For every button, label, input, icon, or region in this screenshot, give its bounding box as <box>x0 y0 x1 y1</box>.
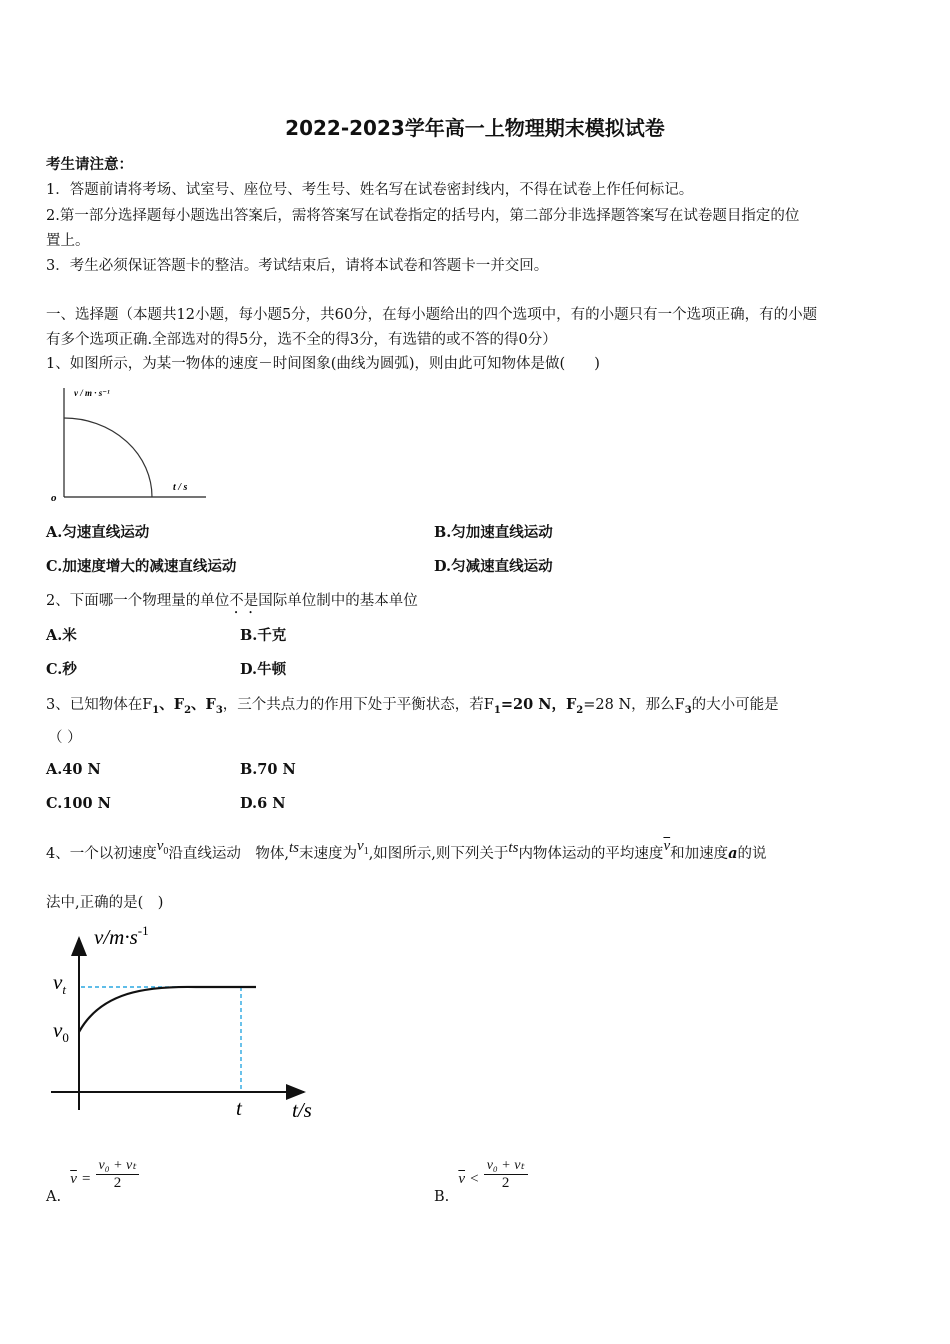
q4-stem <box>46 838 767 865</box>
q4-ts2: ts <box>508 840 519 856</box>
q4-stem-text: 沿直线运动 物体, <box>168 846 290 862</box>
q3-stem-text: 、F <box>191 696 216 713</box>
q3-stem-text: =28 N，那么F <box>583 697 685 713</box>
q1-y-label: v / m · s⁻¹ <box>74 388 110 398</box>
q4-option-a-op: = <box>81 1171 91 1187</box>
q2-stem <box>46 589 418 617</box>
q3-stem <box>46 693 779 716</box>
q4-option-a-fraction <box>96 1157 140 1192</box>
q3-sub: 3 <box>684 704 692 716</box>
q3-sub: 1 <box>152 704 160 716</box>
q4-option-a-vbar: $\overline{v}$ <box>70 1171 77 1187</box>
q4-stem-text: 和加速度 <box>670 846 729 862</box>
q1-velocity-time-graph <box>46 380 216 505</box>
page-title: 2022-2023学年高一上物理期末模拟试卷 <box>285 116 665 140</box>
q3-option-d[interactable]: D.6 N <box>240 795 286 812</box>
q2-option-b[interactable]: B.千克 <box>240 627 287 644</box>
q1-origin-label: o <box>51 492 57 504</box>
q3-sub: 3 <box>215 704 223 716</box>
q2-option-d[interactable]: D.牛顿 <box>240 661 287 678</box>
q3-stem-text: 3、已知物体在F <box>46 697 153 713</box>
q4-x-label: t/s <box>292 1098 312 1122</box>
q2-stem-pre: 2、下面哪一个物理量的单位 <box>46 593 230 609</box>
q4-v1-symbol: v <box>357 838 364 854</box>
q4-ts1: ts <box>289 840 300 856</box>
q4-stem-text: ,如图所示,则下列关于 <box>368 846 509 862</box>
notice-header: 考生请注意： <box>46 156 133 173</box>
q2-option-c[interactable]: C.秒 <box>46 661 77 678</box>
notice-item-3: 3．考生必须保证答题卡的整洁。考试结束后，请将本试卷和答题卡一并交回。 <box>46 258 549 274</box>
q1-option-d[interactable]: D.匀减速直线运动 <box>434 558 553 575</box>
q4-velocity-time-graph <box>46 920 336 1125</box>
q3-sub: 1 <box>493 704 501 716</box>
q4-v0-label: $v_0$ <box>53 1018 69 1045</box>
q1-option-b[interactable]: B.匀加速直线运动 <box>434 524 553 541</box>
q4-stem-text: 的说 <box>737 846 767 862</box>
q1-option-c[interactable]: C.加速度增大的减速直线运动 <box>46 558 237 575</box>
q3-sub: 2 <box>576 704 584 716</box>
q3-paren: （ ） <box>48 730 82 746</box>
q4-option-a[interactable] <box>46 1157 139 1205</box>
q4-stem-line2: 法中,正确的是( ) <box>46 895 164 911</box>
q2-stem-emphasis: 不是 <box>229 593 259 609</box>
section-instructions-line2: 有多个选项正确.全部选对的得5分，选不全的得3分，有选错的或不答的得0分） <box>46 332 557 348</box>
q2-option-a[interactable]: A.米 <box>46 627 77 644</box>
q3-stem-text: 的大小可能是 <box>691 697 779 713</box>
q4-option-a-label: A. <box>46 1189 62 1205</box>
q4-option-b[interactable] <box>434 1157 528 1205</box>
q4-vbar: $\overline{v}$ <box>663 838 671 854</box>
q3-option-b[interactable]: B.70 N <box>240 761 296 778</box>
q1-option-a[interactable]: A.匀速直线运动 <box>46 524 150 541</box>
q3-option-a[interactable]: A.40 N <box>46 761 101 778</box>
notice-item-2-cont: 置上。 <box>46 233 90 249</box>
notice-item-1: 1．答题前请将考场、试室号、座位号、考生号、姓名写在试卷密封线内，不得在试卷上作任何标记。 <box>46 182 694 198</box>
notice-item-2: 2.第一部分选择题每小题选出答案后，需将答案写在试卷指定的括号内，第二部分非选择题答案写在试卷题目指定的位 <box>46 208 800 224</box>
q4-t-label: t <box>236 1096 242 1120</box>
q1-arc-curve <box>64 418 152 497</box>
q4-stem-text: 内物体运动的平均速度 <box>518 846 664 862</box>
q4-option-b-denominator: 2 <box>501 1175 510 1191</box>
q4-y-label: $v/m\cdot s^{-1}$ <box>94 923 149 949</box>
q4-v0-sub: 0 <box>163 846 169 857</box>
q4-option-b-fraction <box>484 1157 528 1192</box>
q4-stem-text: 4、一个以初速度 <box>46 846 157 862</box>
q4-vt-label: $v_t$ <box>53 970 66 997</box>
q1-stem: 1、如图所示，为某一物体的速度－时间图象(曲线为圆弧)，则由此可知物体是做( ) <box>46 356 600 372</box>
q4-option-a-numerator: v₀ + vₜ <box>96 1157 140 1175</box>
q4-v0 <box>156 838 169 857</box>
q4-a: a <box>728 845 738 862</box>
q3-stem-text: =20 N，F <box>500 696 577 713</box>
q4-option-b-vbar: $\overline{v}$ <box>458 1171 466 1187</box>
q1-x-label: t / s <box>173 482 188 493</box>
q2-stem-post: 国际单位制中的基本单位 <box>258 593 418 609</box>
q4-option-b-numerator: v₀ + vₜ <box>484 1157 528 1175</box>
q4-v1 <box>357 838 369 857</box>
section-instructions-line1: 一、选择题（本题共12小题，每小题5分，共60分，在每小题给出的四个选项中，有的小题只有一个选项正确，有的小题 <box>46 307 818 323</box>
q4-velocity-curve <box>79 987 256 1032</box>
q4-option-b-label: B. <box>434 1189 450 1205</box>
q4-stem-text: 末速度为 <box>299 846 358 862</box>
q3-option-c[interactable]: C.100 N <box>46 795 111 812</box>
q4-option-a-denominator: 2 <box>113 1175 122 1191</box>
q3-stem-text: ，三个共点力的作用下处于平衡状态，若F <box>222 697 494 713</box>
q3-stem-text: 、F <box>159 696 185 713</box>
q3-sub: 2 <box>184 704 192 716</box>
q4-v1-sub: 1 <box>363 846 369 857</box>
q4-option-b-op: < <box>470 1171 479 1187</box>
q4-v0-symbol: v <box>156 838 164 854</box>
